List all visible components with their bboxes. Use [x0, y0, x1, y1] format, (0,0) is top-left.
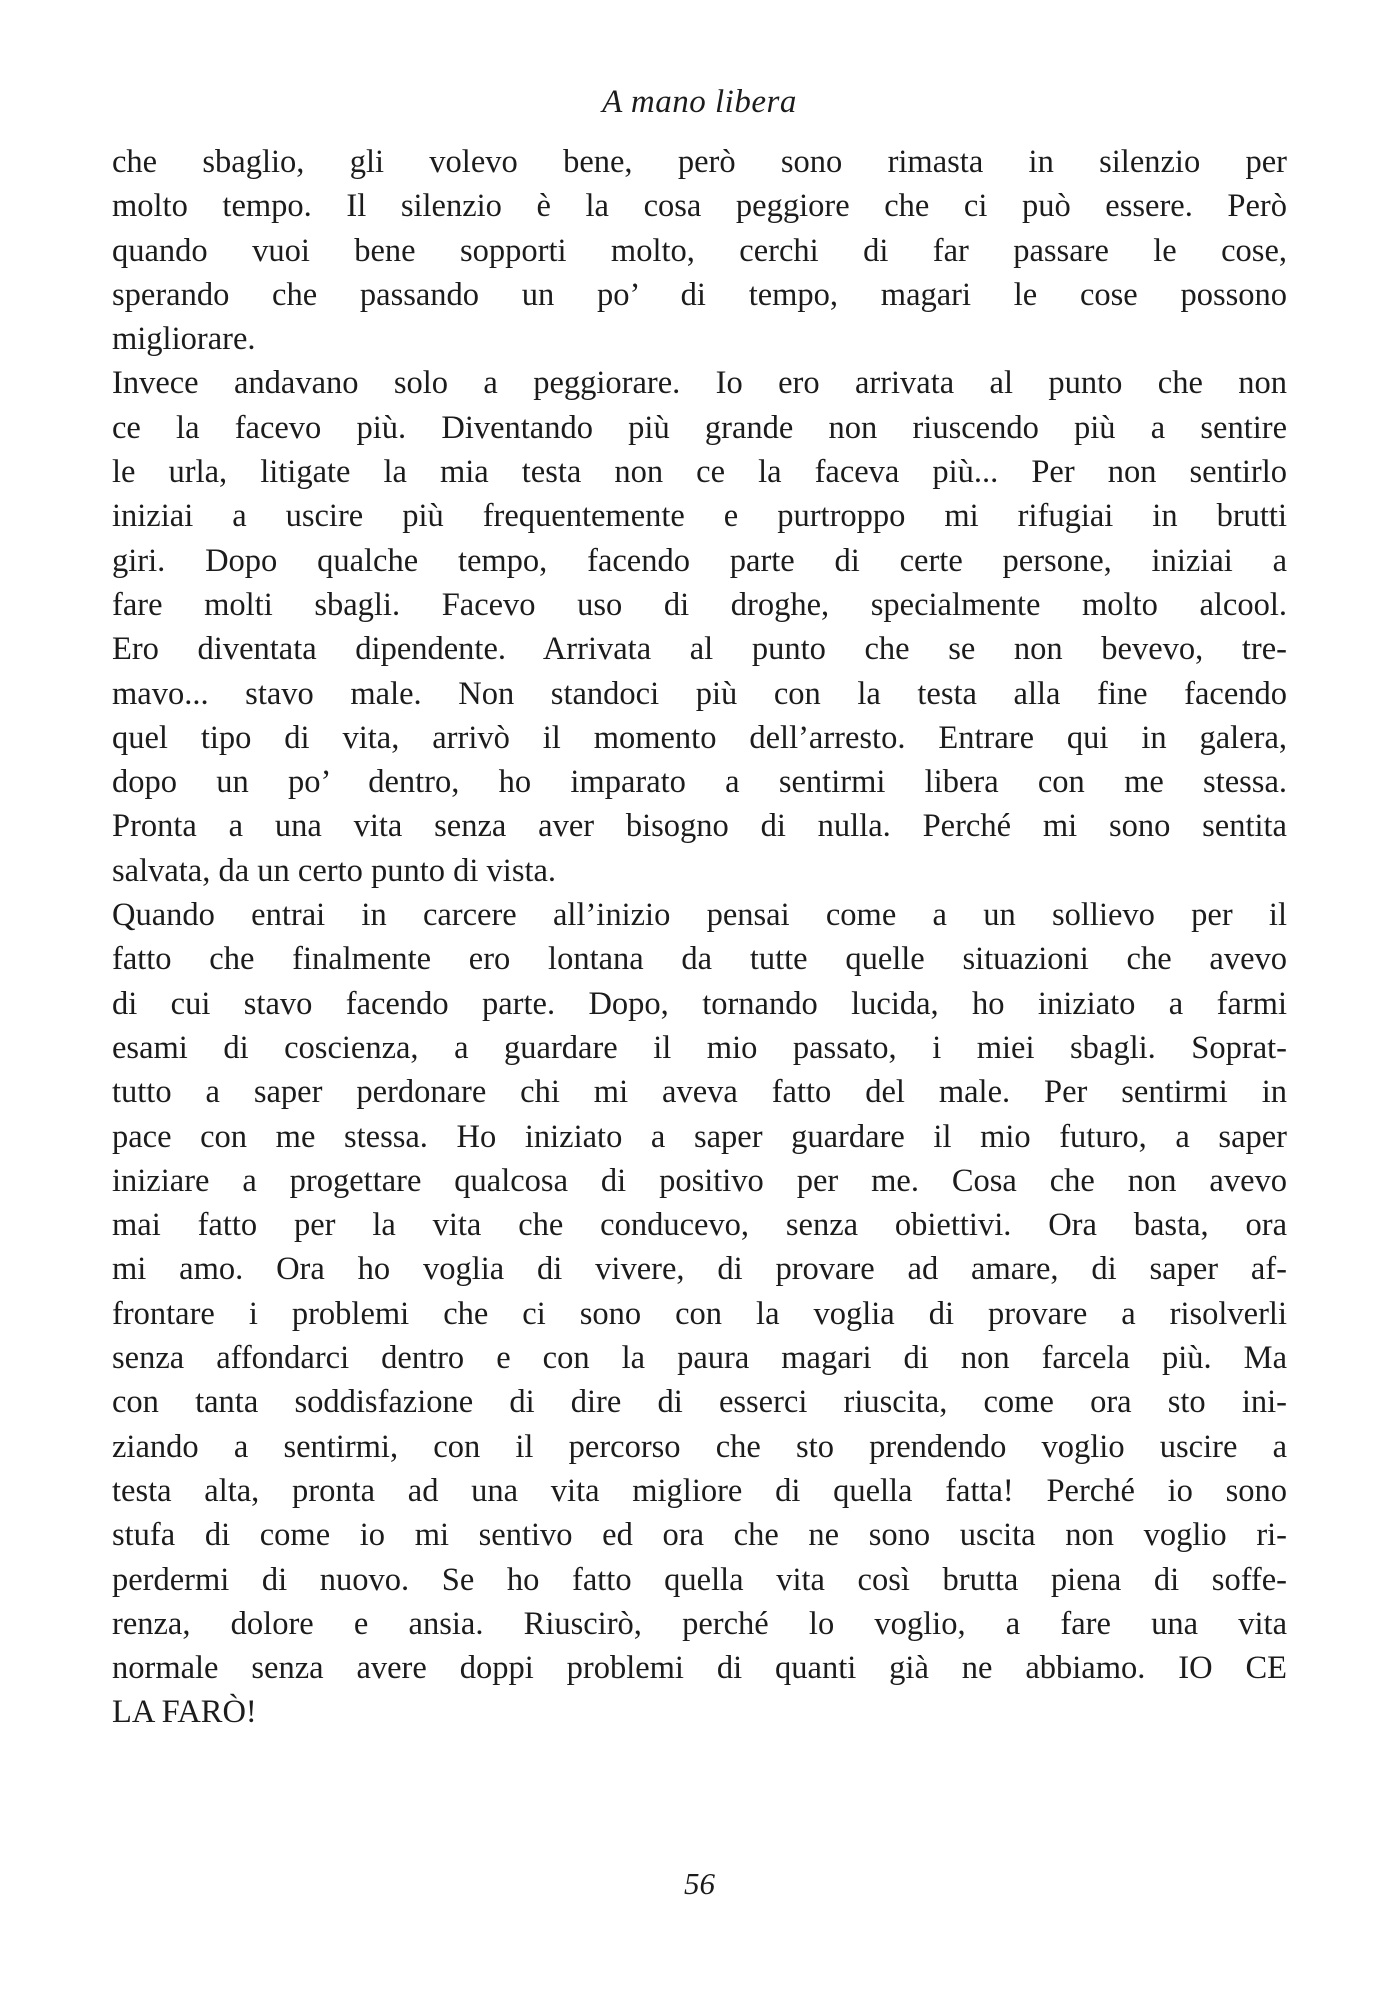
text-line: LA FARÒ!: [112, 1694, 257, 1731]
text-line: fatto che finalmente ero lontana da tutte quelle situazioni che avevo: [112, 941, 1287, 978]
text-line: Pronta a una vita senza aver bisogno di nulla. Perché mi sono sentita: [112, 808, 1287, 845]
paragraph: [112, 893, 1287, 1735]
text-line: tutto a saper perdonare chi mi aveva fatto del male. Per sentirmi in: [112, 1074, 1287, 1111]
text-line: ziando a sentirmi, con il percorso che sto prendendo voglio uscire a: [112, 1428, 1287, 1465]
text-line: fare molti sbagli. Facevo uso di droghe, specialmente molto alcool.: [112, 586, 1287, 623]
text-line: esami di coscienza, a guardare il mio passato, i miei sbagli. Soprat-: [112, 1029, 1287, 1066]
text-line: Quando entrai in carcere all’inizio pensai come a un sollievo per il: [112, 897, 1287, 934]
text-line: testa alta, pronta ad una vita migliore di quella fatta! Perché io sono: [112, 1472, 1287, 1509]
text-line: mi amo. Ora ho voglia di vivere, di provare ad amare, di saper af-: [112, 1251, 1287, 1288]
text-line: Ero diventata dipendente. Arrivata al punto che se non bevevo, tre-: [112, 631, 1287, 668]
text-line: con tanta soddisfazione di dire di esserci riuscita, come ora sto ini-: [112, 1384, 1287, 1421]
text-line: salvata, da un certo punto di vista.: [112, 852, 557, 889]
text-line: sperando che passando un po’ di tempo, magari le cose possono: [112, 276, 1287, 313]
paragraph: [112, 361, 1287, 893]
paragraph: [112, 140, 1287, 361]
page-number: 56: [684, 1866, 715, 1901]
text-line: mavo... stavo male. Non standoci più con la testa alla fine facendo: [112, 675, 1287, 712]
text-line: renza, dolore e ansia. Riuscirò, perché lo voglio, a fare una vita: [112, 1605, 1287, 1642]
text-line: le urla, litigate la mia testa non ce la faceva più... Per non sentirlo: [112, 454, 1287, 491]
text-line: quel tipo di vita, arrivò il momento dell’arresto. Entrare qui in galera,: [112, 719, 1287, 756]
text-line: stufa di come io mi sentivo ed ora che ne sono uscita non voglio ri-: [112, 1517, 1287, 1554]
text-line: perdermi di nuovo. Se ho fatto quella vita così brutta piena di soffe-: [112, 1561, 1287, 1598]
text-line: quando vuoi bene sopporti molto, cerchi di far passare le cose,: [112, 232, 1287, 269]
text-line: mai fatto per la vita che conducevo, senza obiettivi. Ora basta, ora: [112, 1207, 1287, 1244]
text-line: migliorare.: [112, 321, 256, 358]
text-line: normale senza avere doppi problemi di quanti già ne abbiamo. IO CE: [112, 1650, 1287, 1687]
text-line: di cui stavo facendo parte. Dopo, tornando lucida, ho iniziato a farmi: [112, 985, 1287, 1022]
text-line: iniziai a uscire più frequentemente e purtroppo mi rifugiai in brutti: [112, 498, 1287, 535]
text-line: Invece andavano solo a peggiorare. Io ero arrivata al punto che non: [112, 365, 1287, 402]
page-body: [112, 140, 1287, 1735]
text-line: giri. Dopo qualche tempo, facendo parte di certe persone, iniziai a: [112, 542, 1287, 579]
text-line: ce la facevo più. Diventando più grande non riuscendo più a sentire: [112, 409, 1287, 446]
text-line: che sbaglio, gli volevo bene, però sono rimasta in silenzio per: [112, 144, 1287, 180]
running-header-title: A mano libera: [602, 84, 797, 120]
text-line: molto tempo. Il silenzio è la cosa peggiore che ci può essere. Però: [112, 188, 1287, 225]
text-line: pace con me stessa. Ho iniziato a saper guardare il mio futuro, a saper: [112, 1118, 1287, 1155]
text-line: senza affondarci dentro e con la paura magari di non farcela più. Ma: [112, 1340, 1287, 1377]
text-line: dopo un po’ dentro, ho imparato a sentirmi libera con me stessa.: [112, 764, 1287, 801]
text-line: frontare i problemi che ci sono con la voglia di provare a risolverli: [112, 1295, 1287, 1332]
text-line: iniziare a progettare qualcosa di positivo per me. Cosa che non avevo: [112, 1162, 1287, 1199]
